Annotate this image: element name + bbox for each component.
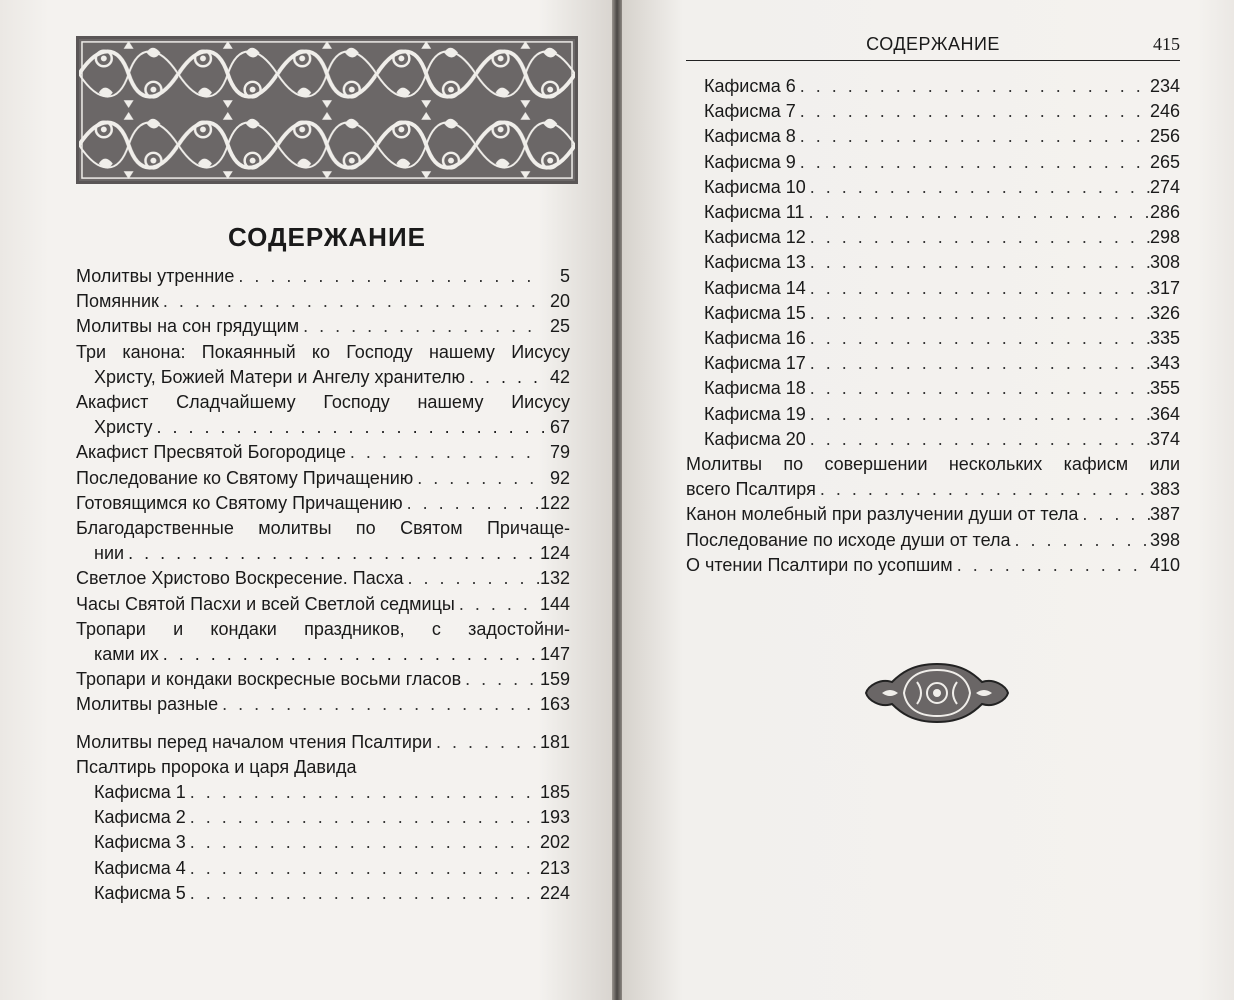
toc-page-number: 265 bbox=[1149, 151, 1180, 172]
leader-dots bbox=[806, 376, 1150, 401]
toc-entry bbox=[686, 528, 1180, 553]
toc-entry-line bbox=[686, 175, 1180, 200]
toc-entry-line bbox=[686, 427, 1180, 452]
leader-dots bbox=[455, 592, 540, 617]
floral-ornament-icon bbox=[79, 39, 575, 181]
toc-entry bbox=[76, 856, 570, 881]
toc-entry-line bbox=[76, 856, 570, 881]
toc-page-number: 234 bbox=[1149, 76, 1180, 96]
leader-dots bbox=[806, 427, 1150, 452]
toc-entry-line bbox=[686, 276, 1180, 301]
toc-page-number: 181 bbox=[539, 731, 570, 752]
toc-page-number: 298 bbox=[1149, 227, 1180, 248]
toc-entry-line bbox=[76, 289, 570, 314]
toc-entry bbox=[76, 390, 570, 440]
leader-dots bbox=[465, 365, 550, 390]
toc-entry bbox=[686, 99, 1180, 124]
toc-page-number: 335 bbox=[1149, 328, 1180, 349]
toc-entry-line bbox=[76, 440, 570, 465]
leader-dots bbox=[1011, 528, 1150, 553]
toc-entry-text: Часы Святой Пасхи и всей Светлой седмицы bbox=[76, 593, 455, 614]
toc-entry-line bbox=[76, 780, 570, 805]
toc-entry-text: Кафисма 7 bbox=[704, 101, 796, 122]
toc-entry-line bbox=[686, 74, 1180, 99]
toc-entry-text: Кафисма 4 bbox=[94, 857, 186, 878]
toc-entry-text: Христу bbox=[94, 417, 153, 438]
toc-page-number: 398 bbox=[1149, 529, 1180, 550]
toc-entry-line bbox=[76, 642, 570, 667]
toc-page-number: 132 bbox=[539, 568, 570, 589]
toc-entry-text: Последование по исходе души от тела bbox=[686, 529, 1011, 550]
toc-entry-text: Акафист Пресвятой Богородице bbox=[76, 442, 346, 463]
toc-entry-line bbox=[76, 415, 570, 440]
toc-entry-line bbox=[686, 477, 1180, 502]
toc-entry bbox=[76, 692, 570, 717]
toc-entry-text: Благодарственные молитвы по Святом Причаще- bbox=[76, 518, 570, 539]
toc-entry-line bbox=[686, 200, 1180, 225]
toc-page-number: 274 bbox=[1149, 176, 1180, 197]
toc-entry bbox=[686, 553, 1180, 578]
toc-page-number: 25 bbox=[549, 316, 570, 337]
running-head bbox=[686, 30, 1180, 61]
leader-dots bbox=[796, 150, 1150, 175]
toc-entry-text: Три канона: Покаянный ко Господу нашему Иисусу bbox=[76, 341, 570, 362]
toc-entry-line bbox=[76, 692, 570, 717]
toc-page-number: 42 bbox=[549, 366, 570, 387]
toc-page-number: 122 bbox=[539, 492, 570, 513]
toc-entry bbox=[686, 452, 1180, 502]
toc-page-number: 343 bbox=[1149, 353, 1180, 374]
toc-entry bbox=[686, 276, 1180, 301]
page-number: 415 bbox=[1153, 34, 1180, 54]
toc-entry bbox=[686, 175, 1180, 200]
toc-page-number: 79 bbox=[549, 442, 570, 463]
toc-page-number: 144 bbox=[539, 593, 570, 614]
leader-dots bbox=[461, 667, 540, 692]
toc-entry bbox=[76, 289, 570, 314]
leader-dots bbox=[796, 99, 1150, 124]
toc-entry-text: Кафисма 6 bbox=[704, 76, 796, 96]
toc-entry bbox=[686, 351, 1180, 376]
toc-entry-text: Кафисма 12 bbox=[704, 227, 806, 248]
toc-entry-line bbox=[686, 528, 1180, 553]
toc-entry bbox=[76, 617, 570, 667]
toc-entry bbox=[686, 301, 1180, 326]
toc-entry-text: Кафисма 16 bbox=[704, 328, 806, 349]
leader-dots bbox=[953, 553, 1150, 578]
toc-entry bbox=[76, 340, 570, 390]
toc-page-number: 20 bbox=[549, 291, 570, 312]
toc-entry-line bbox=[76, 881, 570, 906]
toc-page-number: 364 bbox=[1149, 403, 1180, 424]
leader-dots bbox=[186, 830, 540, 855]
leader-dots bbox=[816, 477, 1150, 502]
toc-entry-line bbox=[686, 250, 1180, 275]
entry-gap bbox=[76, 718, 570, 730]
leader-dots bbox=[234, 264, 540, 289]
toc-entry-text: Кафисма 5 bbox=[94, 882, 186, 903]
toc-page-number: 202 bbox=[539, 832, 570, 853]
toc-page-number: 317 bbox=[1149, 277, 1180, 298]
book-gutter bbox=[612, 0, 622, 1000]
toc-entry-text: Кафисма 20 bbox=[704, 428, 806, 449]
toc-entry bbox=[76, 466, 570, 491]
toc-entry-line bbox=[686, 326, 1180, 351]
toc-section-heading: Псалтирь пророка и царя Давида bbox=[76, 756, 357, 777]
toc-page-number: 147 bbox=[539, 644, 570, 665]
toc-entry-text: Тропари и кондаки воскресные восьми гласов bbox=[76, 669, 462, 690]
toc-entry-line bbox=[686, 553, 1180, 578]
leader-dots bbox=[806, 301, 1150, 326]
leader-dots bbox=[299, 314, 540, 339]
toc-entry-line bbox=[686, 99, 1180, 124]
toc-entry-text: Кафисма 11 bbox=[704, 202, 805, 223]
toc-page-number: 308 bbox=[1149, 252, 1180, 273]
toc-entry-line bbox=[76, 566, 570, 591]
toc-entry-line bbox=[76, 805, 570, 830]
toc-entry-line bbox=[76, 541, 570, 566]
toc-page-number: 92 bbox=[549, 467, 570, 488]
table-of-contents-left bbox=[76, 264, 570, 906]
toc-entry-text: Молитвы на сон грядущим bbox=[76, 316, 300, 337]
left-page bbox=[0, 0, 612, 1000]
toc-entry-text: О чтении Псалтири по усопшим bbox=[686, 554, 953, 575]
leader-dots bbox=[796, 124, 1150, 149]
right-page bbox=[622, 0, 1234, 1000]
leader-dots bbox=[806, 276, 1150, 301]
toc-entry-text: Молитвы разные bbox=[76, 694, 219, 715]
leader-dots bbox=[186, 805, 540, 830]
toc-entry-line bbox=[76, 667, 570, 692]
toc-page-number: 326 bbox=[1149, 302, 1180, 323]
toc-entry bbox=[76, 264, 570, 289]
toc-entry bbox=[76, 491, 570, 516]
leader-dots bbox=[403, 491, 540, 516]
toc-page-number: 5 bbox=[559, 266, 570, 286]
toc-entry-line bbox=[76, 830, 570, 855]
toc-entry bbox=[686, 250, 1180, 275]
toc-page-number: 185 bbox=[539, 782, 570, 803]
toc-entry-text: Кафисма 14 bbox=[704, 277, 806, 298]
toc-entry bbox=[76, 667, 570, 692]
leader-dots bbox=[796, 74, 1150, 99]
toc-page-number: 383 bbox=[1149, 479, 1180, 500]
toc-entry-text: Готовящимся ко Святому Причащению bbox=[76, 492, 403, 513]
toc-page-number: 163 bbox=[539, 694, 570, 715]
leader-dots bbox=[804, 200, 1150, 225]
toc-entry-line bbox=[686, 376, 1180, 401]
toc-entry-text: Светлое Христово Воскресение. Пасха bbox=[76, 568, 404, 589]
toc-entry bbox=[686, 150, 1180, 175]
toc-entry bbox=[76, 755, 570, 780]
toc-entry-text: Молитвы перед началом чтения Псалтири bbox=[76, 731, 433, 752]
toc-entry-line bbox=[686, 124, 1180, 149]
toc-entry-text: Последование ко Святому Причащению bbox=[76, 467, 414, 488]
toc-entry bbox=[76, 440, 570, 465]
toc-entry bbox=[76, 805, 570, 830]
toc-entry-text: Кафисма 19 bbox=[704, 403, 806, 424]
toc-entry bbox=[686, 200, 1180, 225]
toc-entry-line bbox=[686, 225, 1180, 250]
toc-page-number: 374 bbox=[1149, 428, 1180, 449]
toc-entry bbox=[686, 427, 1180, 452]
toc-entry-text: Тропари и кондаки праздников, с задостойни- bbox=[76, 618, 570, 639]
toc-entry-text: Кафисма 15 bbox=[704, 302, 806, 323]
toc-entry-text: Кафисма 1 bbox=[94, 782, 186, 803]
toc-page-number: 256 bbox=[1149, 126, 1180, 147]
toc-entry-text: Кафисма 2 bbox=[94, 807, 186, 828]
leader-dots bbox=[159, 642, 540, 667]
toc-entry bbox=[76, 516, 570, 566]
toc-page-number: 246 bbox=[1149, 101, 1180, 122]
leader-dots bbox=[159, 289, 540, 314]
toc-entry-line bbox=[76, 264, 570, 289]
toc-entry-text: Кафисма 13 bbox=[704, 252, 806, 273]
leader-dots bbox=[218, 692, 540, 717]
leader-dots bbox=[186, 881, 540, 906]
toc-entry-line bbox=[76, 314, 570, 339]
toc-page-number: 387 bbox=[1149, 504, 1180, 525]
leader-dots bbox=[124, 541, 540, 566]
toc-entry-text: Канон молебный при разлучении души от тела bbox=[686, 504, 1079, 525]
leader-dots bbox=[153, 415, 550, 440]
leader-dots bbox=[404, 566, 540, 591]
toc-entry bbox=[686, 225, 1180, 250]
toc-entry-text: Помянник bbox=[76, 291, 159, 312]
toc-entry bbox=[76, 881, 570, 906]
leader-dots bbox=[413, 466, 540, 491]
toc-entry-text: ками их bbox=[94, 644, 159, 665]
toc-page-number: 213 bbox=[539, 857, 570, 878]
leader-dots bbox=[186, 856, 540, 881]
toc-page-number: 124 bbox=[539, 543, 570, 564]
toc-page-number: 193 bbox=[539, 807, 570, 828]
toc-entry bbox=[686, 74, 1180, 99]
toc-entry-line bbox=[686, 402, 1180, 427]
leader-dots bbox=[432, 730, 540, 755]
toc-entry-line bbox=[686, 301, 1180, 326]
leader-dots bbox=[806, 225, 1150, 250]
toc-entry bbox=[686, 376, 1180, 401]
toc-page-number: 159 bbox=[539, 669, 570, 690]
toc-entry bbox=[686, 402, 1180, 427]
leader-dots bbox=[806, 326, 1150, 351]
floral-ornament-header bbox=[76, 36, 578, 184]
toc-entry-text: нии bbox=[94, 543, 125, 564]
leader-dots bbox=[1078, 502, 1150, 527]
toc-entry-text: Кафисма 3 bbox=[94, 832, 186, 853]
toc-entry-line bbox=[76, 466, 570, 491]
toc-entry-line bbox=[76, 730, 570, 755]
leader-dots bbox=[186, 780, 540, 805]
toc-entry bbox=[686, 326, 1180, 351]
toc-entry bbox=[76, 830, 570, 855]
toc-entry-line bbox=[686, 351, 1180, 376]
toc-entry bbox=[76, 780, 570, 805]
toc-entry-text: Молитвы по совершении нескольких кафисм или bbox=[686, 454, 1180, 475]
toc-entry-text: Акафист Сладчайшему Господу нашему Иисусу bbox=[76, 392, 570, 413]
toc-page-number: 286 bbox=[1149, 202, 1180, 223]
leader-dots bbox=[806, 402, 1150, 427]
ornamental-vignette-icon bbox=[862, 660, 1012, 726]
toc-entry bbox=[76, 314, 570, 339]
table-of-contents-right bbox=[686, 74, 1180, 578]
toc-entry-line bbox=[686, 150, 1180, 175]
toc-page-number: 224 bbox=[539, 882, 570, 903]
toc-entry-line bbox=[76, 491, 570, 516]
toc-entry-text: Молитвы утренние bbox=[76, 266, 235, 286]
toc-page-number: 410 bbox=[1149, 554, 1180, 575]
toc-entry-line bbox=[686, 502, 1180, 527]
toc-entry-text: Христу, Божией Матери и Ангелу хранителю bbox=[94, 366, 465, 387]
toc-entry-text: всего Псалтиря bbox=[686, 479, 816, 500]
toc-entry-text: Кафисма 18 bbox=[704, 378, 806, 399]
toc-entry-line bbox=[76, 365, 570, 390]
toc-entry bbox=[76, 730, 570, 755]
leader-dots bbox=[806, 351, 1150, 376]
toc-entry bbox=[76, 566, 570, 591]
toc-page-number: 67 bbox=[549, 417, 570, 438]
leader-dots bbox=[806, 250, 1150, 275]
running-head-title: СОДЕРЖАНИЕ bbox=[866, 34, 1000, 54]
page-title: СОДЕРЖАНИЕ bbox=[228, 222, 426, 252]
toc-entry-text: Кафисма 8 bbox=[704, 126, 796, 147]
toc-entry bbox=[76, 592, 570, 617]
toc-entry-text: Кафисма 10 bbox=[704, 176, 806, 197]
toc-entry bbox=[686, 502, 1180, 527]
toc-page-number: 355 bbox=[1149, 378, 1180, 399]
leader-dots bbox=[346, 440, 540, 465]
toc-entry bbox=[686, 124, 1180, 149]
toc-entry-text: Кафисма 17 bbox=[704, 353, 806, 374]
toc-entry-line bbox=[76, 592, 570, 617]
toc-entry-text: Кафисма 9 bbox=[704, 151, 796, 172]
leader-dots bbox=[806, 175, 1150, 200]
